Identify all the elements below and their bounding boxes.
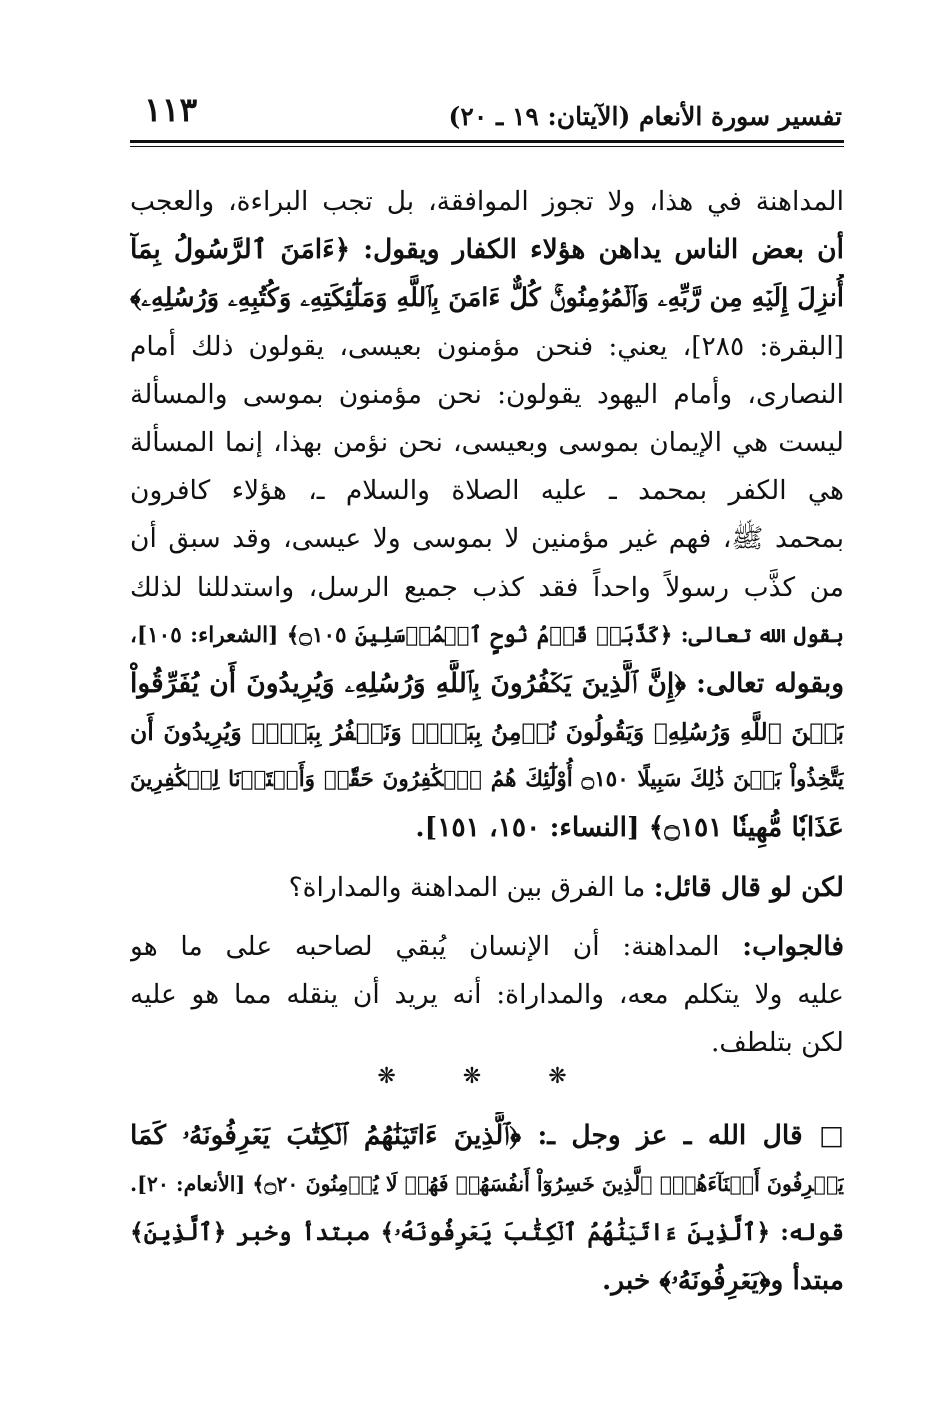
text-line: [البقرة: ٢٨٥]، يعني: فنحن مؤمنون بعيسى، يقولون ذلك أمام	[130, 330, 844, 362]
answer-line: عليه ولا يتكلم معه، والمداراة: أنه يريد أن ينقله مما هو عليه	[130, 979, 844, 1010]
text-line: من كذَّب رسولاً واحداً فقد كذب جميع الرسل، واستدللنا لذلك	[130, 571, 844, 603]
answer-text: المداهنة: أن الإنسان يُبقي لصاحبه على ما هو	[130, 930, 743, 962]
section-line: يَعۡرِفُونَ أَبۡنَآءَهُمُۘ ٱلَّذِينَ خَسِرُوٓاْ أَنفُسَهُمۡ فَهُمۡ لَا يُؤۡمِنُونَ ۝٢٠﴾ [الأنعام: ٢٠].	[130, 1172, 844, 1197]
running-title: تفسير سورة الأنعام (الآيتان: ١٩ ـ ٢٠)	[448, 102, 842, 131]
text-line: أن بعض الناس يداهن هؤلاء الكفار ويقول: ﴿ءَامَنَ ٱلرَّسُولُ بِمَآ	[130, 234, 844, 266]
quran-verse-line: وبقوله تعالى: ﴿إِنَّ ٱلَّذِينَ يَكۡفُرُونَ بِٱللَّهِ وَرُسُلِهِۦ وَيُرِيدُونَ أَن يُفَرِّقُواْ	[130, 667, 844, 699]
text-line: المداهنة في هذا، ولا تجوز الموافقة، بل تجب البراءة، والعجب	[130, 186, 844, 217]
header-rule-thick	[130, 140, 844, 143]
section-line: مبتدأ و﴿يَعۡرِفُونَهُۥ﴾ خبر.	[601, 1264, 844, 1296]
page-header	[132, 88, 842, 138]
question-line	[130, 864, 844, 912]
answer-line: لكن بتلطف.	[710, 1027, 844, 1059]
section-separator: ❋ ❋ ❋	[377, 1064, 597, 1089]
answer-line	[130, 923, 844, 971]
text-line: ليست هي الإيمان بموسى وبعيسى، نحن نؤمن بهذا، إنما المسألة	[130, 426, 844, 458]
text-line: بمحمد ﷺ، فهم غير مؤمنين لا بموسى ولا عيسى، وقد سبق أن	[130, 523, 844, 555]
text-line: النصارى، وأمام اليهود يقولون: نحن مؤمنون بموسى والمسألة	[130, 378, 844, 410]
answer-lead: فالجواب:	[742, 930, 844, 962]
page-number: ١١٣	[144, 90, 198, 129]
quran-verse-line: عَذَابٗا مُّهِينٗا ۝١٥١﴾ [النساء: ١٥٠، ١٥١].	[415, 812, 844, 844]
quran-verse-line: يَتَّخِذُواْ بَيۡنَ ذَٰلِكَ سَبِيلًا ۝١٥٠ أُوْلَٰٓئِكَ هُمُ ٱلۡكَٰفِرُونَ حَقّٗاۚ وَأَعۡتَدۡنَا لِلۡكَٰفِرِينَ	[130, 767, 844, 793]
question-lead: لكن لو قال قائل:	[653, 871, 844, 903]
quran-verse-line: بَيۡنَ ٱللَّهِ وَرُسُلِهِۦ وَيَقُولُونَ نُؤۡمِنُ بِبَعۡضٖ وَنَكۡفُرُ بِبَعۡضٖ وَيُرِيدُونَ أَن	[130, 718, 844, 747]
section-line: قوله: ﴿ٱلَّذِينَ ءَاتَيۡنَٰهُمُ ٱلۡكِتَٰبَ يَعۡرِفُونَهُۥ﴾ مبتدأ وخبر ﴿ٱلَّذِينَ﴾	[130, 1218, 844, 1247]
text-line: هي الكفر بمحمد ـ عليه الصلاة والسلام ـ، هؤلاء كافرون	[130, 475, 844, 507]
question-text: ما الفرق بين المداهنة والمداراة؟	[288, 871, 654, 903]
quran-verse-line: أُنزِلَ إِلَيۡهِ مِن رَّبِّهِۦ وَٱلۡمُؤۡمِنُونَۚ كُلٌّ ءَامَنَ بِٱللَّهِ وَمَلَٰٓئِكَتِهِۦ وَكُتُبِهِۦ وَرُسُلِهِۦ﴾	[130, 283, 844, 314]
header-rule-thin	[130, 146, 844, 147]
verse-section	[130, 1112, 844, 1305]
main-text	[130, 178, 844, 1067]
quran-verse-line: بقول الله تعالى: ﴿كَذَّبَتۡ قَوۡمُ نُوحٍ ٱلۡمُرۡسَلِينَ ۝١٠٥﴾ [الشعراء: ١٠٥]،	[130, 622, 844, 648]
section-line: □ قال الله ـ عز وجل ـ: ﴿ٱلَّذِينَ ءَاتَيۡنَٰهُمُ ٱلۡكِتَٰبَ يَعۡرِفُونَهُۥ كَمَا	[130, 1120, 844, 1151]
